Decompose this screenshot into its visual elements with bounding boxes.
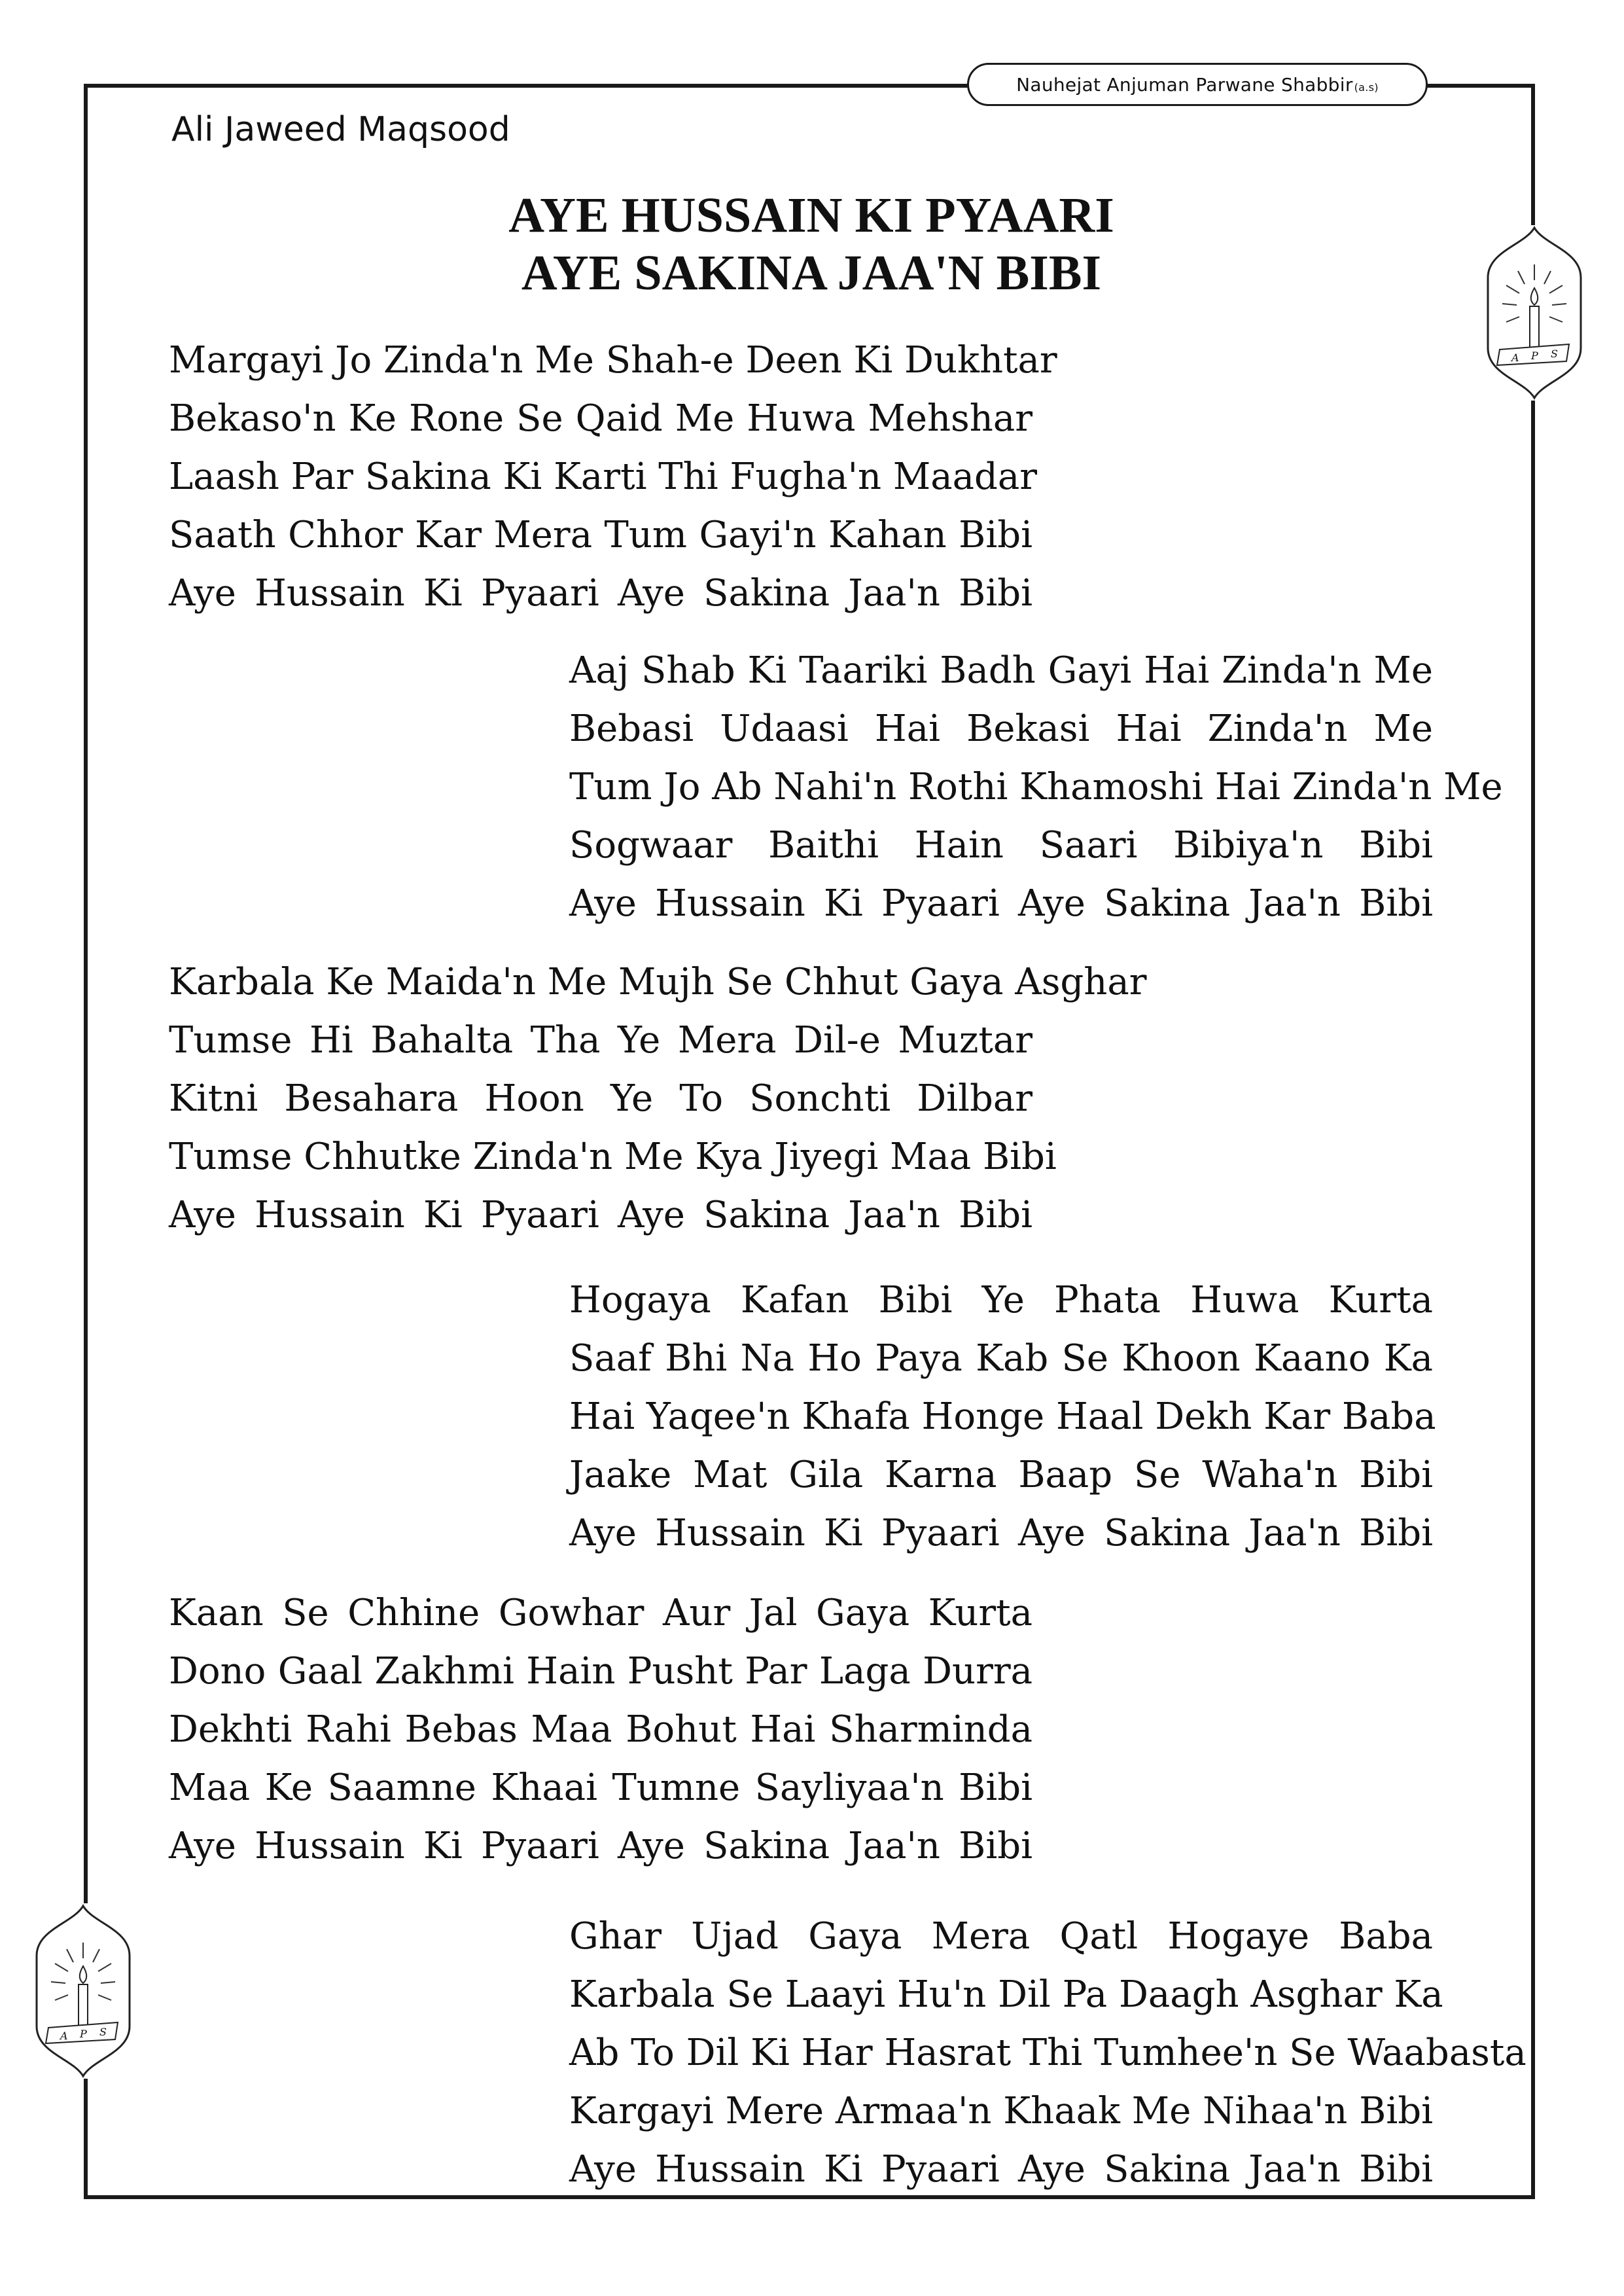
refrain-line: Aye Hussain Ki Pyaari Aye Sakina Jaa'n Bibi [169, 572, 1033, 615]
verse-line: Ghar Ujad Gaya Mera Qatl Hogaye Baba [569, 1915, 1433, 1958]
badge-letter: A [60, 2030, 68, 2042]
candle-icon [34, 1903, 132, 2079]
header-tag [967, 63, 1428, 106]
stanza-4 [569, 1271, 1436, 1562]
badge-letter: A [1511, 351, 1519, 364]
verse-line: Bekaso'n Ke Rone Se Qaid Me Huwa Mehshar [169, 397, 1033, 440]
verse-line: Jaake Mat Gila Karna Baap Se Waha'n Bibi [569, 1454, 1433, 1496]
candle-icon [1485, 225, 1583, 401]
verse-line: Tum Jo Ab Nahi'n Rothi Khamoshi Hai Zinda'n Me [569, 766, 1503, 808]
title-line-2: AYE SAKINA JAA'N BIBI [521, 245, 1102, 300]
badge-letter: P [80, 2028, 87, 2040]
verse-line: Dono Gaal Zakhmi Hain Pusht Par Laga Durra [169, 1650, 1033, 1693]
verse-line: Saath Chhor Kar Mera Tum Gayi'n Kahan Bibi [169, 514, 1033, 556]
refrain-line: Aye Hussain Ki Pyaari Aye Sakina Jaa'n Bibi [569, 2148, 1433, 2191]
aps-badge-right [1485, 225, 1583, 401]
verse-line: Kaan Se Chhine Gowhar Aur Jal Gaya Kurta [169, 1592, 1033, 1634]
stanza-1 [169, 331, 1057, 622]
tag-suffix: (a.s) [1354, 81, 1379, 94]
badge-letter: S [1551, 348, 1558, 360]
badge-letter: P [1531, 350, 1538, 362]
verse-line: Hai Yaqee'n Khafa Honge Haal Dekh Kar Baba [569, 1395, 1436, 1438]
verse-line: Karbala Se Laayi Hu'n Dil Pa Daagh Asghar Ka [569, 1973, 1443, 2016]
aps-badge-left [34, 1903, 132, 2079]
verse-line: Margayi Jo Zinda'n Me Shah-e Deen Ki Dukhtar [169, 339, 1057, 382]
refrain-line: Aye Hussain Ki Pyaari Aye Sakina Jaa'n Bibi [569, 1512, 1433, 1554]
verse-line: Aaj Shab Ki Taariki Badh Gayi Hai Zinda'n Me [569, 649, 1433, 692]
verse-line: Ab To Dil Ki Har Hasrat Thi Tumhee'n Se Waabasta [569, 2032, 1527, 2074]
verse-line: Bebasi Udaasi Hai Bekasi Hai Zinda'n Me [569, 708, 1433, 750]
verse-line: Maa Ke Saamne Khaai Tumne Sayliyaa'n Bibi [169, 1767, 1033, 1809]
author-name: Ali Jaweed Maqsood [171, 110, 510, 149]
verse-line: Tumse Chhutke Zinda'n Me Kya Jiyegi Maa Bibi [169, 1136, 1057, 1178]
refrain-line: Aye Hussain Ki Pyaari Aye Sakina Jaa'n Bibi [169, 1825, 1033, 1867]
verse-line: Kargayi Mere Armaa'n Khaak Me Nihaa'n Bibi [569, 2090, 1433, 2132]
stanza-5 [169, 1584, 1033, 1875]
title-line-1: AYE HUSSAIN KI PYAARI [508, 188, 1114, 243]
verse-line: Hogaya Kafan Bibi Ye Phata Huwa Kurta [569, 1279, 1433, 1321]
verse-line: Karbala Ke Maida'n Me Mujh Se Chhut Gaya Asghar [169, 961, 1147, 1003]
refrain-line: Aye Hussain Ki Pyaari Aye Sakina Jaa'n Bibi [169, 1194, 1033, 1236]
verse-line: Laash Par Sakina Ki Karti Thi Fugha'n Maadar [169, 456, 1038, 498]
tag-main: Nauhejat Anjuman Parwane Shabbir [1016, 73, 1353, 96]
stanza-2 [569, 641, 1503, 933]
verse-line: Tumse Hi Bahalta Tha Ye Mera Dil-e Muztar [169, 1019, 1033, 1062]
verse-line: Kitni Besahara Hoon Ye To Sonchti Dilbar [169, 1077, 1033, 1120]
verse-line: Saaf Bhi Na Ho Paya Kab Se Khoon Kaano Ka [569, 1337, 1433, 1380]
verse-line: Sogwaar Baithi Hain Saari Bibiya'n Bibi [569, 824, 1433, 867]
refrain-line: Aye Hussain Ki Pyaari Aye Sakina Jaa'n Bibi [569, 882, 1433, 925]
stanza-3 [169, 953, 1147, 1244]
stanza-6 [569, 1907, 1527, 2198]
verse-line: Dekhti Rahi Bebas Maa Bohut Hai Sharminda [169, 1708, 1033, 1751]
badge-letter: S [99, 2026, 107, 2038]
